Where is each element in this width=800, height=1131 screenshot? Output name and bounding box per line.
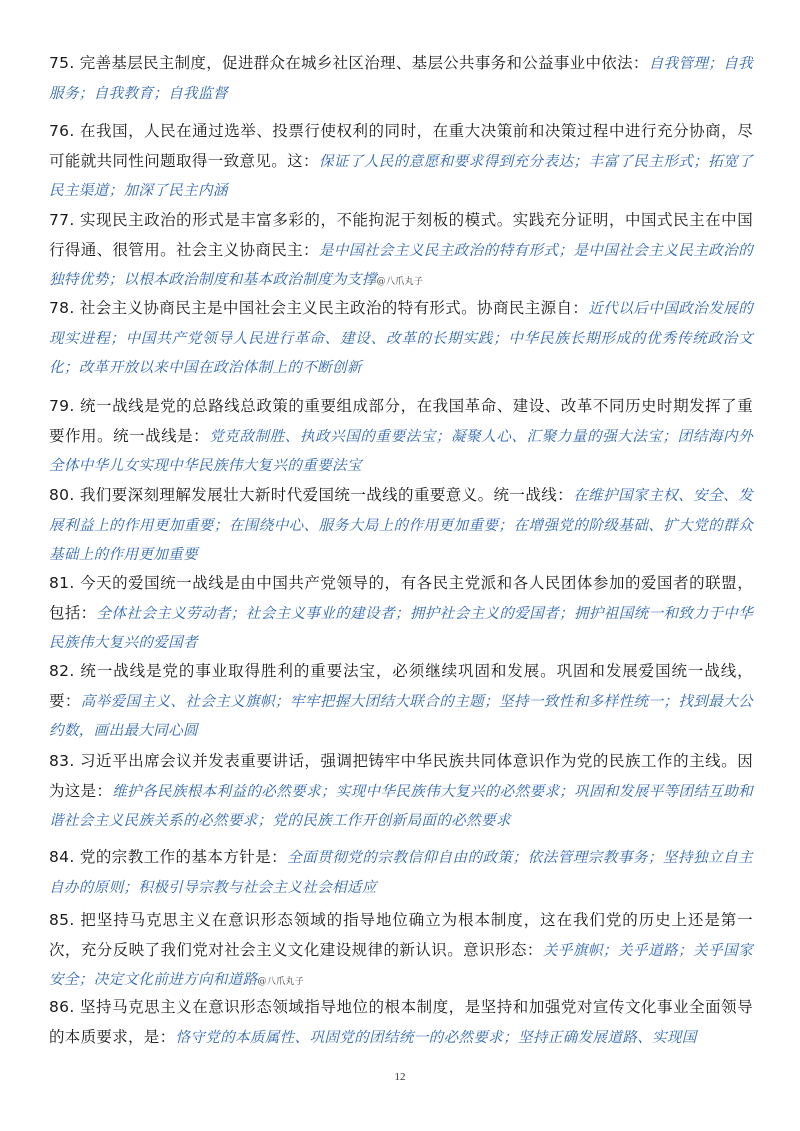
watermark-text: @八爪丸子 — [376, 277, 424, 287]
answer-text: 自我管理；自我服务；自我教育；自我监督 — [49, 55, 753, 102]
question-stem: 76. 在我国，人民在通过选举、投票行使权利的同时，在重大决策前和决策过程中进行充分协商，尽可能就共同性问题取得一致意见。这： — [49, 122, 753, 170]
question-79 — [49, 392, 753, 481]
question-85 — [49, 906, 753, 998]
answer-text: 保证了人民的意愿和要求得到充分表达；丰富了民主形式；拓宽了民主渠道；加深了民主内涵 — [49, 152, 754, 199]
question-78 — [49, 294, 753, 383]
watermark-text: @八爪丸子 — [257, 977, 305, 987]
answer-text: 全面贯彻党的宗教信仰自由的政策；依法管理宗教事务；坚持独立自主自办的原则；积极引导宗教与社会主义社会相适应 — [49, 849, 753, 896]
answer-text: 关乎旗帜；关乎道路；关乎国家安全；决定文化前进方向和道路 — [49, 941, 754, 988]
question-82 — [49, 657, 753, 746]
question-stem: 75. 完善基层民主制度，促进群众在城乡社区治理、基层公共事务和公益事业中依法： — [49, 54, 649, 72]
question-stem: 78. 社会主义协商民主是中国社会主义民主政治的特有形式。协商民主源自： — [49, 299, 589, 317]
answer-text: 是中国社会主义民主政治的特有形式；是中国社会主义民主政治的独特优势；以根本政治制度和基本政治制度为支撑 — [49, 241, 754, 288]
question-83 — [49, 747, 753, 836]
answer-text: 恪守党的本质属性、巩固党的团结统一的必然要求；坚持正确发展道路、实现国 — [175, 1028, 697, 1046]
answer-text: 在维护国家主权、安全、发展利益上的作用更加重要；在围绕中心、服务大局上的作用更加重要；在增强党的阶级基础、扩大党的群众基础上的作用更加重要 — [49, 487, 753, 563]
question-76 — [49, 117, 753, 206]
question-80 — [49, 481, 753, 570]
question-stem: 82. 统一战线是党的事业取得胜利的重要法宝，必须继续巩固和发展。巩固和发展爱国统一战线，要： — [49, 662, 753, 710]
question-stem: 79. 统一战线是党的总路线总政策的重要组成部分，在我国革命、建设、改革不同历史时期发挥了重要作用。统一战线是： — [49, 397, 753, 445]
question-stem: 81. 今天的爱国统一战线是由中国共产党领导的，有各民主党派和各人民团体参加的爱国者的联盟，包括： — [49, 574, 753, 622]
question-84 — [49, 843, 753, 902]
answer-text: 高举爱国主义、社会主义旗帜；牢牢把握大团结大联合的主题；坚持一致性和多样性统一；找到最大公约数，画出最大同心圆 — [49, 692, 753, 739]
question-stem: 83. 习近平出席会议并发表重要讲话，强调把铸牢中华民族共同体意识作为党的民族工作的主线。因为这是： — [49, 752, 753, 800]
question-stem: 84. 党的宗教工作的基本方针是： — [49, 848, 288, 866]
question-86 — [49, 993, 753, 1052]
answer-text: 党克敌制胜、执政兴国的重要法宝；凝聚人心、汇聚力量的强大法宝；团结海内外全体中华儿女实现中华民族伟大复兴的重要法宝 — [49, 427, 753, 474]
answer-text: 近代以后中国政治发展的现实进程；中国共产党领导人民进行革命、建设、改革的长期实践；中华民族长期形成的优秀传统政治文化；改革开放以来中国在政治体制上的不断创新 — [49, 300, 753, 376]
question-77 — [49, 206, 753, 298]
answer-text: 全体社会主义劳动者；社会主义事业的建设者；拥护社会主义的爱国者；拥护祖国统一和致力于中华民族伟大复兴的爱国者 — [49, 604, 753, 651]
question-stem: 86. 坚持马克思主义在意识形态领域指导地位的根本制度，是坚持和加强党对宣传文化事业全面领导的本质要求，是： — [49, 998, 753, 1046]
question-75 — [49, 49, 753, 108]
question-stem: 77. 实现民主政治的形式是丰富多彩的，不能拘泥于刻板的模式。实践充分证明，中国式民主在中国行得通、很管用。社会主义协商民主： — [49, 211, 753, 259]
page-number: 12 — [394, 1071, 406, 1083]
answer-text: 维护各民族根本利益的必然要求；实现中华民族伟大复兴的必然要求；巩固和发展平等团结互助和谐社会主义民族关系的必然要求；党的民族工作开创新局面的必然要求 — [49, 782, 753, 829]
question-stem: 80. 我们要深刻理解发展壮大新时代爱国统一战线的重要意义。统一战线： — [49, 486, 574, 504]
question-81 — [49, 569, 753, 658]
question-stem: 85. 把坚持马克思主义在意识形态领域的指导地位确立为根本制度，这在我们党的历史上还是第一次，充分反映了我们党对社会主义文化建设规律的新认识。意识形态： — [49, 911, 753, 959]
